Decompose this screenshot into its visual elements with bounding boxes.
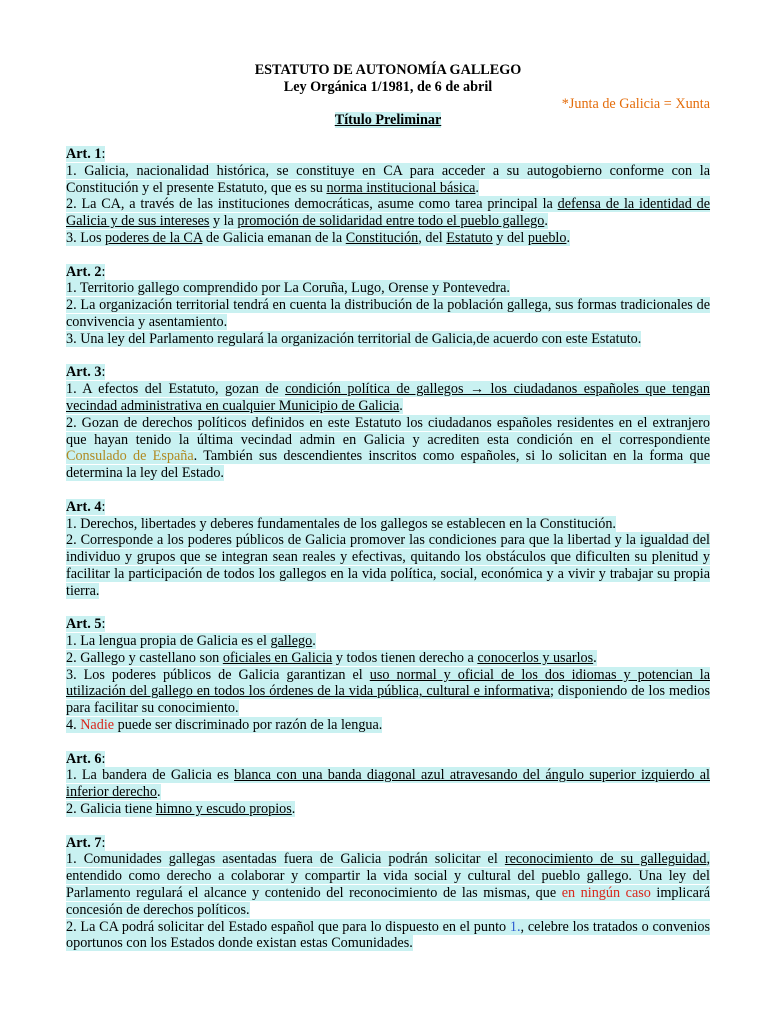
article-heading — [66, 835, 710, 852]
text-segment: . — [593, 649, 597, 666]
article-label-colon: : — [101, 616, 106, 633]
article-label: Art. 6 — [66, 750, 102, 767]
article-paragraph — [66, 767, 710, 801]
paragraph-text — [66, 331, 641, 347]
article-3 — [66, 364, 710, 482]
underlined-text: pueblo — [527, 229, 567, 246]
paragraph-text — [66, 919, 710, 952]
paragraph-text — [66, 767, 710, 800]
article-label-colon: : — [101, 263, 106, 280]
text-segment: 1. Derechos, libertades y deberes fundamentales de los gallegos se establecen en la Constitución. — [66, 515, 616, 532]
article-paragraph — [66, 331, 710, 348]
text-segment: y del — [492, 229, 528, 246]
text-segment: 1. Comunidades gallegas asentadas fuera de Galicia podrán solicitar el — [66, 851, 505, 868]
text-segment: ; disponiendo de los medios para facilitar su conocimiento. — [66, 683, 710, 717]
paragraph-text — [66, 163, 710, 196]
paragraph-text — [66, 650, 597, 666]
article-label: Art. 1 — [66, 145, 102, 162]
colored-text: en ningún caso — [561, 885, 651, 902]
text-segment: 3. Una ley del Parlamento regulará la organización territorial de Galicia,de acuerdo con este Estatuto. — [66, 330, 642, 347]
paragraph-text — [66, 851, 710, 917]
article-heading-text — [66, 364, 105, 380]
underlined-text: Estatuto — [446, 229, 493, 246]
paragraph-text — [66, 801, 295, 817]
article-paragraph — [66, 633, 710, 650]
text-segment: . — [291, 801, 296, 818]
underlined-text: promoción de solidaridad entre todo el pueblo gallego — [237, 213, 545, 230]
paragraph-text — [66, 280, 510, 296]
text-segment: 2. Corresponde a los poderes públicos de Galicia promover las condiciones para que la libertad y la igualdad del individuo y grupos que se integran sean reales y efectivas, quitando los obstáculos que dificulten su plenitud y facilitar la participación de todos los gallegos en la vida política, social, económica y a vivir y trabajar su propia tierra. — [66, 532, 710, 599]
article-heading-text — [66, 751, 105, 767]
article-label: Art. 3 — [66, 364, 102, 381]
article-label: Art. 7 — [66, 834, 102, 851]
text-segment: 1. La bandera de Galicia es — [66, 767, 235, 784]
article-paragraph — [66, 919, 710, 953]
underlined-text: poderes de la CA — [105, 229, 203, 246]
text-segment: 2. Gozan de derechos políticos definidos en este Estatuto los ciudadanos españoles residentes en el extranjero que hayan tenido la última vecindad admin en Galicia y acrediten esta condición en el correspondiente — [66, 414, 710, 448]
text-segment: puede ser discriminado por razón de la lengua. — [114, 717, 383, 734]
underlined-text: condición política de gallegos → los ciudadanos españoles que tengan vecindad administrativa en cualquier Municipio de Galicia — [66, 381, 710, 414]
article-label-colon: : — [101, 364, 106, 381]
text-segment: , entendido como derecho a colaborar y compartir la vida social y cultural del pueblo gallego. Una ley del Parlamento regulará el alcance y contenido del reconocimiento de las mismas, que — [66, 851, 710, 902]
paragraph-text — [66, 415, 710, 481]
article-paragraph — [66, 851, 710, 918]
text-segment: . — [399, 397, 403, 414]
paragraph-text — [66, 297, 710, 330]
text-segment: 2. La organización territorial tendrá en cuenta la distribución de la población gallega, sus formas tradicionales de convivencia y asentamiento. — [66, 297, 710, 330]
article-paragraph — [66, 280, 710, 297]
text-segment: . También sus descendientes inscritos como españoles, si lo solicitan en la forma que determina la ley del Estado. — [66, 448, 710, 482]
text-segment: y la — [209, 213, 238, 230]
text-segment: implicará concesión de derechos políticos. — [66, 885, 710, 918]
text-segment: . — [157, 784, 161, 801]
article-label-colon: : — [101, 750, 106, 767]
underlined-text: oficiales en Galicia — [222, 649, 333, 666]
article-paragraph — [66, 717, 710, 734]
article-heading-text — [66, 499, 105, 515]
underlined-text: conocerlos y usarlos — [477, 649, 594, 666]
article-paragraph — [66, 230, 710, 247]
section-title — [66, 112, 710, 129]
text-segment: 2. Galicia tiene — [66, 801, 156, 818]
text-segment: 3. Los poderes públicos de Galicia garantizan el — [66, 666, 370, 683]
article-paragraph — [66, 381, 710, 415]
article-heading-text — [66, 264, 105, 280]
paragraph-text — [66, 667, 710, 717]
paragraph-text — [66, 516, 616, 532]
article-paragraph — [66, 650, 710, 667]
article-label: Art. 5 — [66, 616, 102, 633]
article-paragraph — [66, 297, 710, 331]
underlined-text: uso normal y oficial de los dos idiomas y potencian la utilización del gallego en todos los órdenes de la vida pública, cultural e informativa — [66, 666, 710, 700]
article-heading — [66, 146, 710, 163]
article-paragraph — [66, 667, 710, 717]
article-5 — [66, 616, 710, 734]
article-heading — [66, 364, 710, 381]
text-segment: . — [475, 179, 479, 196]
article-heading-text — [66, 146, 105, 162]
article-label: Art. 4 — [66, 498, 102, 515]
article-6 — [66, 751, 710, 818]
underlined-text: blanca con una banda diagonal azul atravesando del ángulo superior izquierdo al inferior derecho — [66, 767, 710, 801]
colored-text: Consulado de España — [66, 448, 194, 465]
text-segment: , del — [418, 229, 447, 246]
underlined-text: gallego — [270, 633, 313, 650]
text-segment: 1. A efectos del Estatuto, gozan de — [66, 381, 286, 398]
text-segment: . — [544, 213, 548, 230]
article-paragraph — [66, 516, 710, 533]
article-label-colon: : — [101, 834, 106, 851]
article-heading — [66, 499, 710, 516]
article-label: Art. 2 — [66, 263, 102, 280]
text-segment: 1. Territorio gallego comprendido por La Coruña, Lugo, Orense y Pontevedra. — [66, 280, 510, 297]
paragraph-text — [66, 230, 570, 246]
text-segment: 2. La CA podrá solicitar del Estado español que para lo dispuesto en el punto — [66, 918, 510, 935]
article-7 — [66, 835, 710, 953]
text-segment: de Galicia emanan de la — [202, 229, 346, 246]
underlined-text: reconocimiento de su galleguidad — [504, 851, 707, 868]
colored-text: 1. — [509, 918, 521, 935]
article-heading — [66, 264, 710, 281]
article-label-colon: : — [101, 145, 106, 162]
document-title: ESTATUTO DE AUTONOMÍA GALLEGO — [254, 62, 522, 78]
article-heading — [66, 751, 710, 768]
text-segment: . — [312, 633, 316, 650]
article-heading-text — [66, 616, 105, 632]
article-paragraph — [66, 196, 710, 230]
article-heading-text — [66, 835, 105, 851]
paragraph-text — [66, 196, 710, 229]
article-1 — [66, 146, 710, 247]
section-title-text: Título Preliminar — [334, 112, 442, 129]
underlined-text: norma institucional básica — [326, 179, 476, 196]
document-subtitle: Ley Orgánica 1/1981, de 6 de abril — [283, 78, 493, 95]
text-segment: . — [566, 229, 570, 246]
article-paragraph — [66, 163, 710, 197]
text-segment: y todos tienen derecho a — [332, 649, 478, 666]
underlined-text: Constitución — [345, 229, 419, 246]
text-segment: , celebre los tratados o convenios oportunos con los Estados donde existan estas Comunidades. — [66, 918, 710, 952]
text-segment: 1. La lengua propia de Galicia es el — [66, 633, 271, 650]
paragraph-text — [66, 633, 316, 649]
article-4 — [66, 499, 710, 600]
paragraph-text — [66, 717, 382, 733]
text-segment: 4. — [66, 717, 81, 734]
article-paragraph — [66, 801, 710, 818]
colored-text: Nadie — [80, 717, 115, 734]
text-segment: 3. Los — [66, 229, 106, 246]
article-heading — [66, 616, 710, 633]
text-segment: 1. Galicia, nacionalidad histórica, se constituye en CA para acceder a su autogobierno conforme con la Constitución y el presente Estatuto, que es su — [66, 162, 710, 196]
margin-note: *Junta de Galicia = Xunta — [561, 95, 710, 112]
articles-list — [66, 146, 710, 952]
text-segment: 2. La CA, a través de las instituciones democráticas, asume como tarea principal la — [66, 196, 558, 213]
text-segment: 2. Gallego y castellano son — [66, 649, 223, 666]
underlined-text: himno y escudo propios — [155, 801, 292, 818]
article-label-colon: : — [101, 498, 106, 515]
article-paragraph — [66, 532, 710, 599]
paragraph-text — [66, 381, 710, 414]
article-2 — [66, 264, 710, 348]
underlined-text: defensa de la identidad de Galicia y de sus intereses — [66, 196, 711, 230]
article-paragraph — [66, 415, 710, 482]
paragraph-text — [66, 532, 710, 598]
